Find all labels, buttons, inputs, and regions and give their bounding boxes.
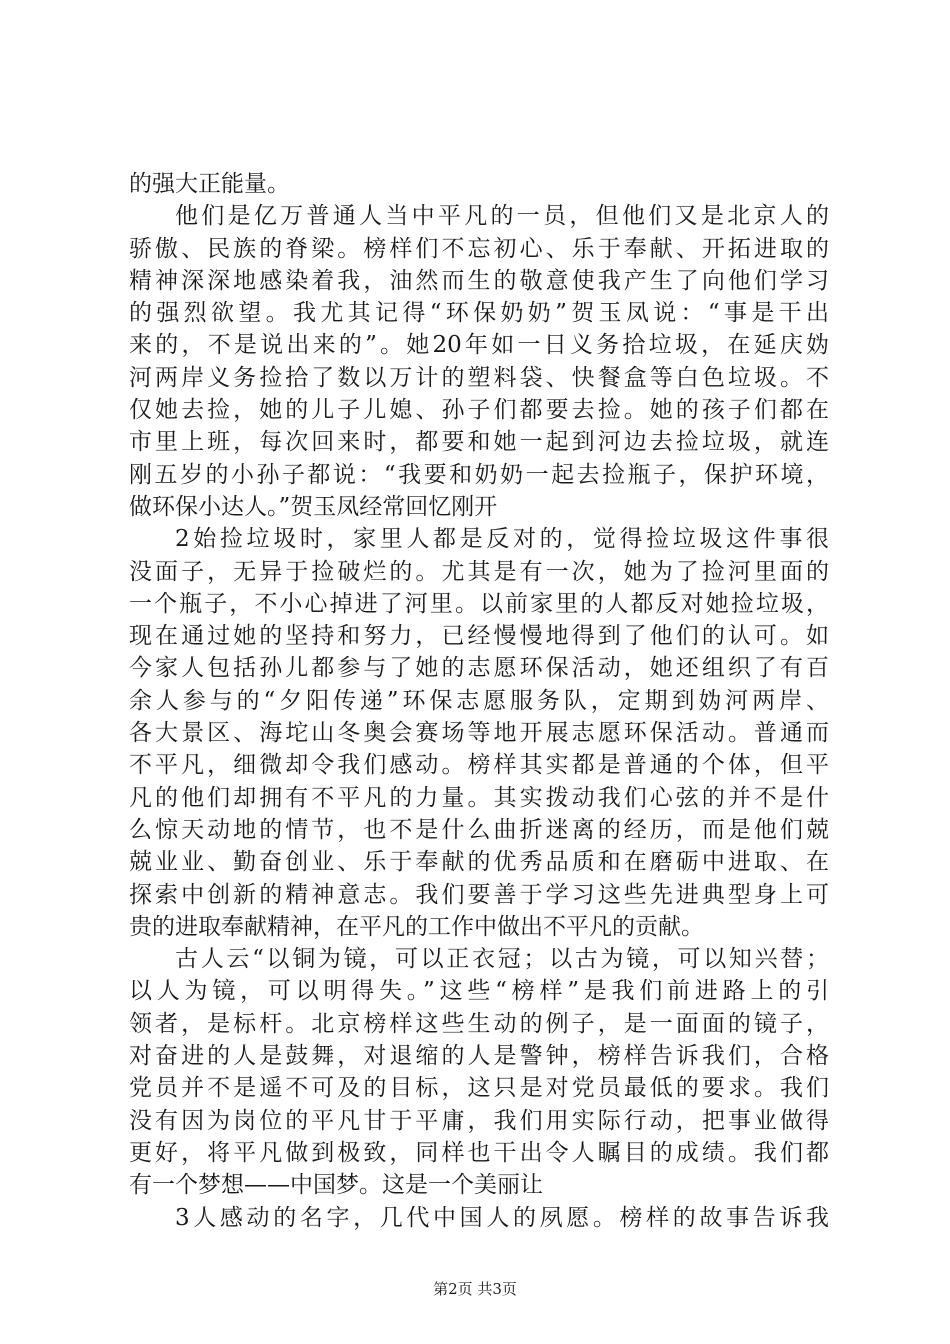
text-line: 各大景区、海坨山冬奥会赛场等地开展志愿环保活动。普通而 [129,720,829,747]
text-line: 3人感动的名字，几代中国人的夙愿。榜样的故事告诉我 [175,1204,829,1231]
text-line: 兢业业、勤奋创业、乐于奉献的优秀品质和在磨砺中进取、在 [129,849,829,876]
text-line: 市里上班，每次回来时，都要和她一起到河边去捡垃圾，就连 [129,429,829,456]
text-line: 仅她去捡，她的儿子儿媳、孙子们都要去捡。她的孩子们都在 [129,397,829,424]
text-line: 以人为镜，可以明得失。”这些“榜样”是我们前进路上的引 [129,978,829,1005]
text-line: 么惊天动地的情节，也不是什么曲折迷离的经历，而是他们兢 [129,816,829,843]
text-line: 他们是亿万普通人当中平凡的一员，但他们又是北京人的 [175,203,829,230]
text-line: 骄傲、民族的脊梁。榜样们不忘初心、乐于奉献、开拓进取的 [129,235,829,262]
text-line: 领者，是标杆。北京榜样这些生动的例子，是一面面的镜子， [129,1010,829,1037]
text-line: 一个瓶子，不小心掉进了河里。以前家里的人都反对她捡垃圾， [129,590,829,617]
text-line: 党员并不是遥不可及的目标，这只是对党员最低的要求。我们 [129,1075,829,1102]
text-line: 2始捡垃圾时，家里人都是反对的，觉得捡垃圾这件事很 [175,526,829,553]
text-line: 河两岸义务捡拾了数以万计的塑料袋、快餐盒等白色垃圾。不 [129,364,829,391]
text-line: 今家人包括孙儿都参与了她的志愿环保活动，她还组织了有百 [129,655,829,682]
text-line: 贵的进取奉献精神，在平凡的工作中做出不平凡的贡献。 [129,913,704,940]
text-line: 没有因为岗位的平凡甘于平庸，我们用实际行动，把事业做得 [129,1107,829,1134]
text-line: 现在通过她的坚持和努力，已经慢慢地得到了他们的认可。如 [129,623,829,650]
text-line: 古人云“以铜为镜，可以正衣冠；以古为镜，可以知兴替； [175,946,829,973]
text-line: 的强烈欲望。我尤其记得“环保奶奶”贺玉凤说：“事是干出 [129,300,829,327]
text-line: 没面子，无异于捡破烂的。尤其是有一次，她为了捡河里面的 [129,558,829,585]
text-line: 做环保小达人。”贺玉凤经常回忆刚开 [129,493,498,520]
text-line: 对奋进的人是鼓舞，对退缩的人是警钟，榜样告诉我们，合格 [129,1043,829,1070]
text-line: 刚五岁的小孙子都说：“我要和奶奶一起去捡瓶子，保护环境， [129,461,829,488]
text-line: 精神深深地感染着我，油然而生的敬意使我产生了向他们学习 [129,267,829,294]
text-line: 来的，不是说出来的”。她20年如一日义务拾垃圾，在延庆妫 [129,332,829,359]
text-line: 不平凡，细微却令我们感动。榜样其实都是普通的个体，但平 [129,752,829,779]
text-line: 凡的他们却拥有不平凡的力量。其实拨动我们心弦的并不是什 [129,784,829,811]
text-line: 探索中创新的精神意志。我们要善于学习这些先进典型身上可 [129,881,829,908]
text-line: 有一个梦想——中国梦。这是一个美丽让 [129,1172,543,1199]
text-line: 的强大正能量。 [129,171,290,197]
text-line: 更好，将平凡做到极致，同样也干出令人瞩目的成绩。我们都 [129,1139,829,1166]
text-line: 余人参与的“夕阳传递”环保志愿服务队，定期到妫河两岸、 [129,687,829,714]
body-text [129,168,829,1234]
page-number-footer: 第2页 共3页 [433,1280,517,1298]
